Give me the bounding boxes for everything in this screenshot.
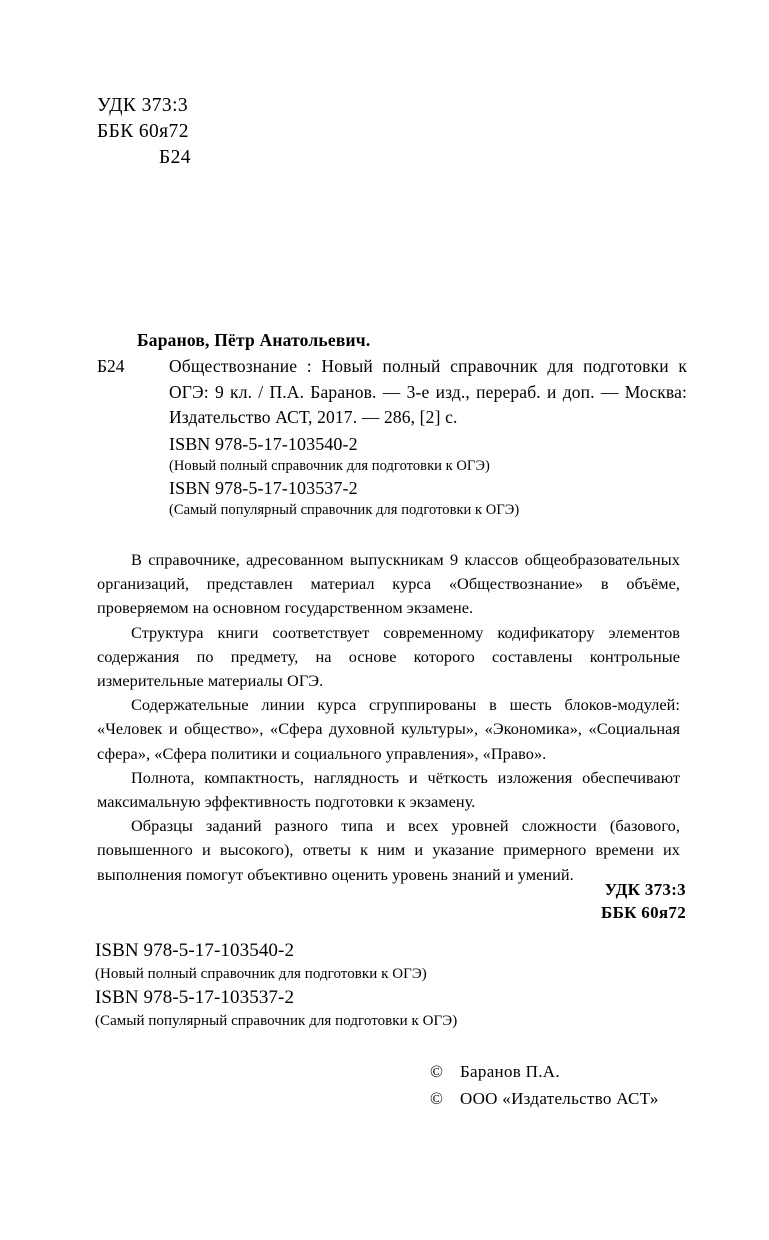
udk-code-bottom: УДК 373:3 — [604, 880, 686, 899]
description-text — [97, 354, 687, 431]
description-line-4: 286, [2] с. — [383, 407, 458, 427]
description-line-1: Обществознание : Новый полный справочник для — [169, 356, 574, 376]
shelf-code: Б24 — [97, 356, 125, 376]
annotation-paragraph-2: Структура книги соответствует современному кодификатору элементов содержания по предмету, на основе которого составлены контрольные измерительные материалы ОГЭ. — [97, 622, 680, 691]
description-line-2: подготовки к ОГЭ: 9 кл. / П.А. Баранов. — 3-е изд., — [169, 356, 687, 402]
isbn-group-record — [97, 432, 687, 520]
isbn-primary-bottom: ISBN 978-5-17-103540-2 — [95, 940, 295, 961]
copyright-icon: © — [430, 1089, 444, 1108]
isbn-secondary-note-bottom: (Самый популярный справочник для подготовки к ОГЭ) — [95, 1013, 458, 1029]
author-mark-top: Б24 — [159, 147, 191, 168]
annotation-paragraph-5: Образцы заданий разного типа и всех уровней сложности (базового, повышенного и высокого), ответы к ним и указание примерного времени их выполнения помогут объективно оценить уровень знаний и умений. — [97, 816, 680, 884]
isbn-secondary-note-record: (Самый популярный справочник для подготовки к ОГЭ) — [169, 501, 520, 518]
annotation-block — [97, 548, 680, 887]
bibliographic-description — [97, 354, 687, 431]
isbn-primary-record: ISBN 978-5-17-103540-2 — [169, 433, 358, 454]
classification-block-top — [97, 93, 191, 171]
copyright-block — [430, 1058, 659, 1112]
bibliographic-record — [97, 328, 687, 520]
description-line-3: перераб. и доп. — Москва: Издательство АСТ, 2017. — — [169, 381, 687, 427]
annotation-paragraph-1: В справочнике, адресованном выпускникам 9 классов общеобразовательных организаций, представлен материал курса «Обществознание» в объёме, проверяемом на основном государственном экзамене. — [97, 550, 680, 618]
udk-code-top: УДК 373:3 — [97, 95, 189, 116]
copyright-row-publisher — [430, 1085, 659, 1112]
isbn-secondary-bottom: ISBN 978-5-17-103537-2 — [95, 987, 295, 1008]
copyright-row-author — [430, 1058, 659, 1085]
copyright-icon: © — [430, 1062, 444, 1081]
bbk-code-bottom: ББК 60я72 — [601, 903, 686, 922]
isbn-primary-note-record: (Новый полный справочник для подготовки к ОГЭ) — [169, 457, 490, 474]
isbn-block-bottom — [95, 938, 457, 1032]
annotation-paragraph-4: Полнота, компактность, наглядность и чёткость изложения обеспечивают максимальную эффективность подготовки к экзамену. — [97, 767, 680, 812]
isbn-primary-note-bottom: (Новый полный справочник для подготовки к ОГЭ) — [95, 966, 427, 982]
annotation-paragraph-3: Содержательные линии курса сгруппированы в шесть блоков-модулей: «Человек и общество», «Сфера духовной культуры», «Экономика», «Социальная сфера», «Сфера политики и социального управления», «Право». — [97, 695, 680, 763]
copyright-holder-publisher: ООО «Издательство АСТ» — [460, 1089, 659, 1108]
classification-block-bottom — [601, 878, 686, 924]
bbk-code-top: ББК 60я72 — [97, 121, 189, 142]
isbn-secondary-record: ISBN 978-5-17-103537-2 — [169, 477, 358, 498]
copyright-holder-author: Баранов П.А. — [460, 1062, 560, 1081]
author-heading: Баранов, Пётр Анатольевич. — [137, 330, 371, 350]
